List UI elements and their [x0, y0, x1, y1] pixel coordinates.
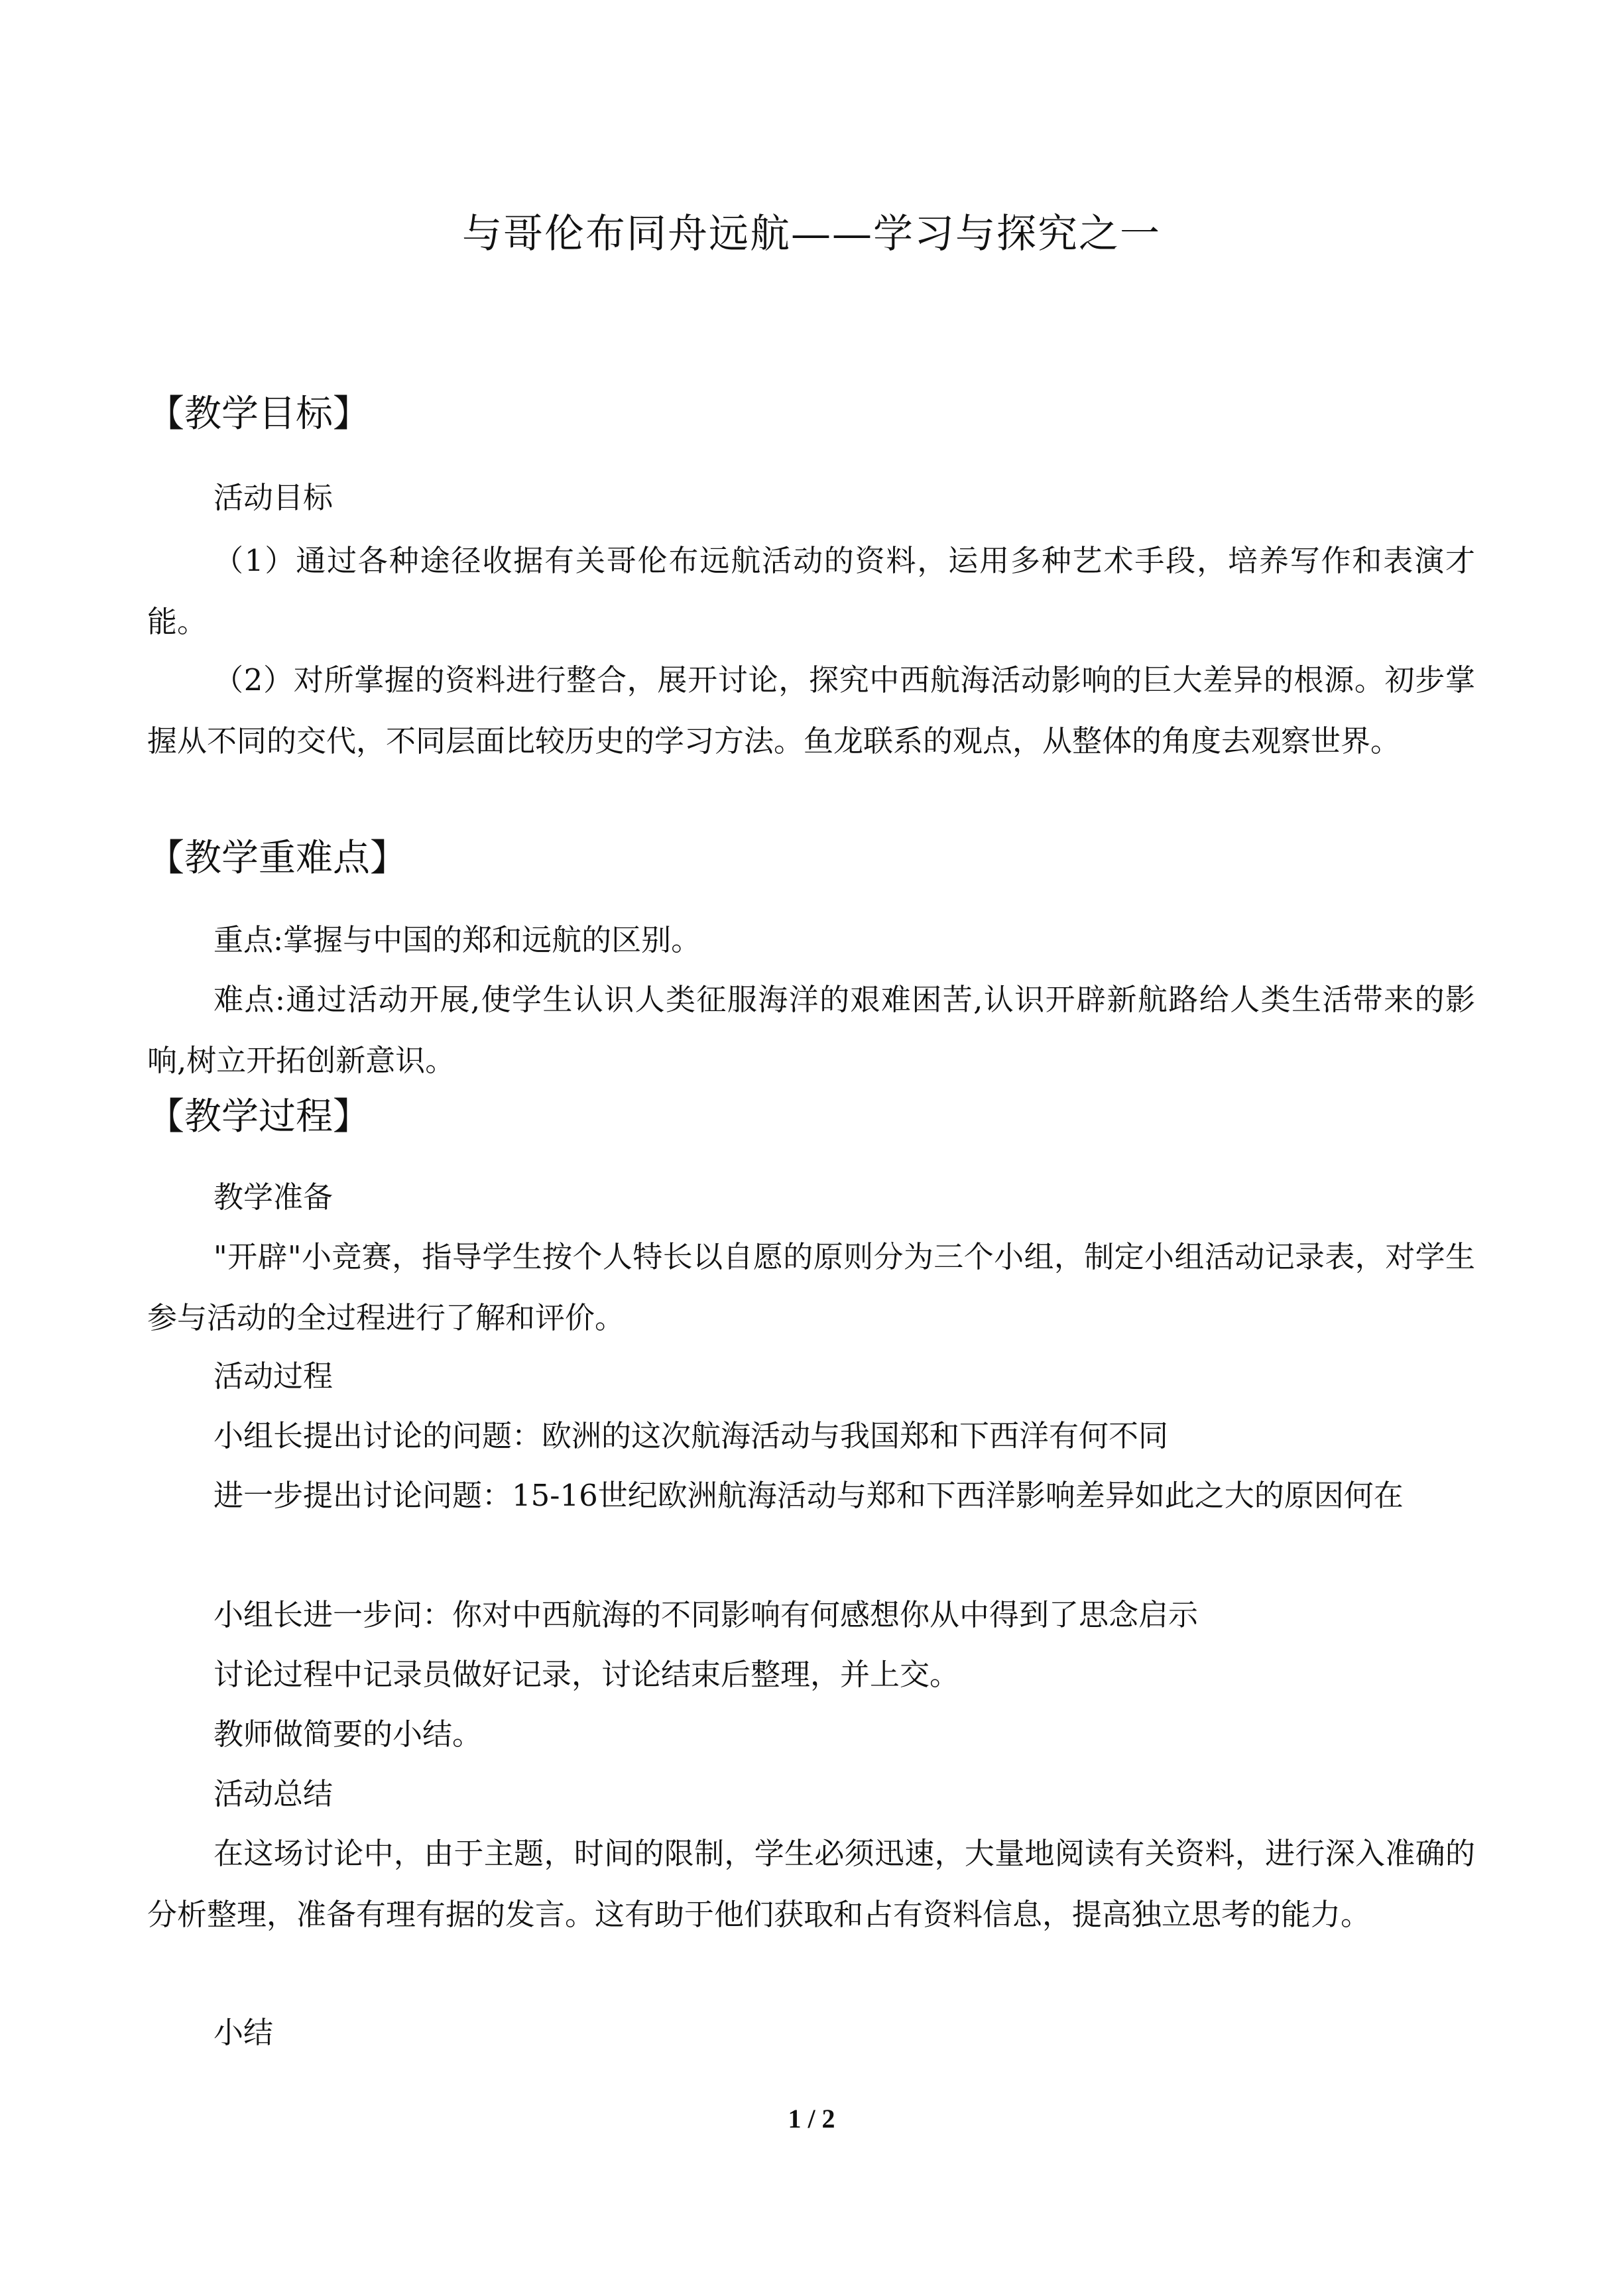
heading-teaching-process: 【教学过程】 — [147, 1095, 370, 1138]
label-teaching-preparation: 教学准备 — [213, 1179, 333, 1215]
process-step-2: 进一步提出讨论问题：15-16世纪欧洲航海活动与郑和下西洋影响差异如此之大的原因何在 — [213, 1478, 1404, 1513]
summary-text: 在这场讨论中，由于主题，时间的限制，学生必须迅速，大量地阅读有关资料，进行深入准确的分析整理，准备有理有据的发言。这有助于他们获取和占有资料信息，提高独立思考的能力。 — [147, 1836, 1475, 1932]
document-title: 与哥伦布同舟远航——学习与探究之一 — [462, 211, 1161, 257]
preparation-text: "开辟"小竞赛，指导学生按个人特长以自愿的原则分为三个小组，制定小组活动记录表，对学生参与活动的全过程进行了解和评价。 — [147, 1239, 1475, 1335]
key-point-focus: 重点:掌握与中国的郑和远航的区别。 — [213, 922, 701, 957]
process-step-3: 小组长进一步问：你对中西航海的不同影响有何感想你从中得到了思念启示 — [213, 1597, 1199, 1632]
goal-item-2: （2）对所掌握的资料进行整合，展开讨论，探究中西航海活动影响的巨大差异的根源。初步掌握从不同的交代，不同层面比较历史的学习方法。鱼龙联系的观点，从整体的角度去观察世界。 — [147, 662, 1475, 758]
page-number: 1 / 2 — [788, 2104, 835, 2134]
process-step-1: 小组长提出讨论的问题：欧洲的这次航海活动与我国郑和下西洋有何不同 — [213, 1418, 1169, 1453]
process-step-5: 教师做简要的小结。 — [213, 1717, 483, 1752]
process-step-4: 讨论过程中记录员做好记录，讨论结束后整理，并上交。 — [213, 1657, 960, 1692]
heading-key-difficult-points: 【教学重难点】 — [147, 837, 407, 880]
heading-teaching-goals: 【教学目标】 — [147, 393, 370, 436]
label-activity-goals: 活动目标 — [213, 480, 333, 515]
label-conclusion: 小结 — [213, 2015, 274, 2050]
goal-item-1: （1）通过各种途径收据有关哥伦布远航活动的资料，运用多种艺术手段，培养写作和表演才能。 — [147, 543, 1475, 639]
label-activity-process: 活动过程 — [213, 1359, 333, 1394]
key-point-difficulty: 难点:通过活动开展,使学生认识人类征服海洋的艰难困苦,认识开辟新航路给人类生活带来的影响,树立开拓创新意识。 — [147, 982, 1475, 1078]
label-activity-summary: 活动总结 — [213, 1776, 333, 1811]
